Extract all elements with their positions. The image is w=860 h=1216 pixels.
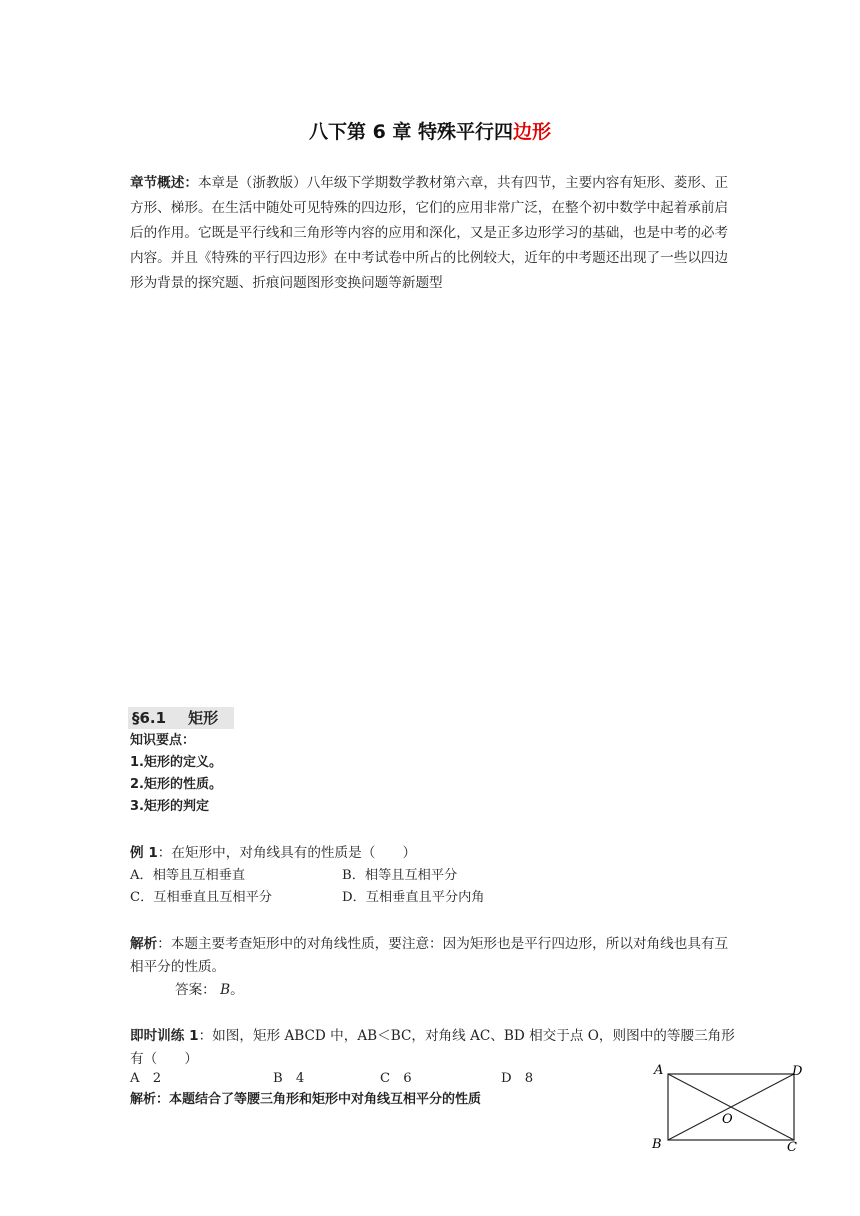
analysis-1-text: ：本题主要考查矩形中的对角线性质，要注意：因为矩形也是平行四边形，所以对角线也具有互相平分的性质。 — [130, 936, 729, 975]
chapter-overview — [130, 171, 738, 296]
practice-1-label: 即时训练 1 — [130, 1028, 199, 1044]
knowledge-item-2: 2.矩形的性质。 — [130, 777, 222, 792]
example-1-option-d: D．互相垂直且平分内角 — [342, 890, 485, 905]
label-o: O — [722, 1112, 733, 1127]
example-1-question — [130, 842, 416, 864]
example-1-option-c: C．互相垂直且互相平分 — [130, 890, 272, 905]
practice-1-text: ：如图，矩形 ABCD 中，AB＜BC，对角线 AC、BD 相交于点 O，则图中的等腰三角形有（ ） — [130, 1028, 735, 1067]
overview-label: 章节概述： — [130, 175, 198, 191]
example-1-text: ：在矩形中，对角线具有的性质是（ ） — [157, 845, 417, 861]
practice-1-option-c: C 6 — [380, 1071, 412, 1086]
example-1-label: 例 1 — [130, 845, 158, 861]
page-title — [0, 117, 860, 144]
analysis-1 — [130, 933, 738, 979]
section-number: §6.1 — [132, 709, 167, 727]
label-d: D — [792, 1064, 803, 1079]
practice-1-option-a: A 2 — [130, 1071, 162, 1086]
practice-1-option-b: B 4 — [273, 1071, 305, 1086]
title-main: 八下第 6 章 特殊平行四 — [308, 121, 514, 143]
rectangle-figure — [640, 1058, 820, 1158]
knowledge-label: 知识要点： — [130, 733, 196, 748]
label-a: A — [654, 1063, 664, 1078]
label-b: B — [652, 1137, 662, 1152]
knowledge-item-3: 3.矩形的判定 — [130, 799, 209, 814]
answer-1-suffix: 。 — [230, 982, 244, 998]
example-1-option-a: A．相等且互相垂直 — [130, 868, 246, 883]
example-1-option-b: B．相等且互相平分 — [342, 868, 458, 883]
answer-1-prefix: 答案： — [175, 982, 216, 998]
overview-text: 本章是（浙教版）八年级下学期数学教材第六章，共有四节，主要内容有矩形、菱形、正方形、梯形。在生活中随处可见特殊的四边形，它们的应用非常广泛，在整个初中数学中起着承前启后的作用。它既是平行线和三角形等内容的应用和深化，又是正多边形学习的基础，也是中考的必考内容。并且《特殊的平行四边形》在中考试卷中所占的比例较大，近年的中考题还出现了一些以四边形为背景的探究题、折痕问题图形变换问题等新题型 — [130, 175, 729, 291]
title-red-part: 边形 — [513, 121, 552, 143]
section-heading — [128, 707, 234, 729]
practice-1-analysis: 解析：本题结合了等腰三角形和矩形中对角线互相平分的性质 — [130, 1092, 482, 1107]
practice-1-option-d: D 8 — [501, 1071, 534, 1086]
analysis-1-label: 解析 — [130, 936, 158, 952]
section-name: 矩形 — [188, 709, 219, 727]
knowledge-item-1: 1.矩形的定义。 — [130, 755, 222, 770]
answer-1 — [175, 979, 244, 1001]
answer-1-value: B — [220, 982, 231, 998]
label-c: C — [787, 1140, 797, 1155]
